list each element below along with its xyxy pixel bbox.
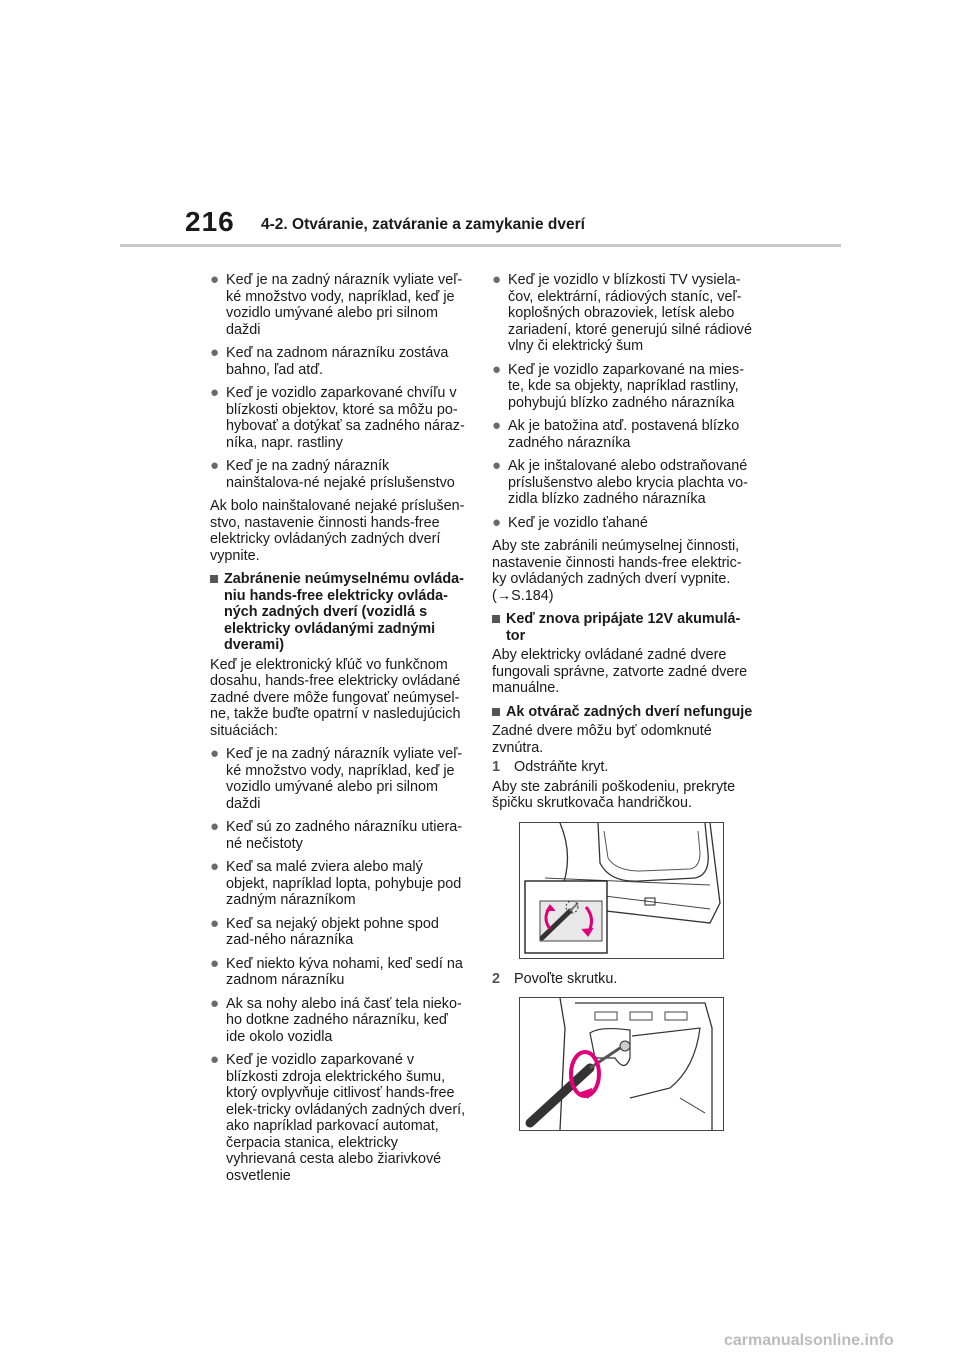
bullet-icon: ● [210,994,220,1012]
step-1: 1 Odstráňte kryt. [492,759,609,775]
subheading: Keď znova pripájate 12V akumulá-tor [492,611,754,644]
list-item: ● Keď je vozidlo v blízkosti TV vysiela-čov, elektrární, rádiových staníc, veľ-koplošných obrazoviek, letísk alebo zariadení, ktoré generujú silné rádiové vlny či elektrický šum [492,271,752,354]
subheading: Zabránenie neúmyselnému ovláda-niu hands-free elektricky ovláda-ných zadných dverí (vozidlá s elektricky ovládanými zadnými dverami) [210,571,468,654]
page-header [0,0,960,250]
bullet-icon: ● [210,745,220,762]
list-item: ● Ak je inštalované alebo odstraňované príslušenstvo alebo krycia plachta vo-zidla blízko zadného nárazníka [492,457,748,507]
right-column [492,272,754,1143]
list-item: ● Keď na zadnom nárazníku zostáva bahno, ľad atď. [210,344,449,378]
list-item: ● Keď je vozidlo ťahané [492,513,648,531]
list-item: ● Ak je batožina atď. postavená blízko zadného nárazníka [492,417,740,451]
paragraph: Keď je elektronický kľúč vo funkčnom dosahu, hands-free elektricky ovládané zadné dvere môže fungovať neúmysel-ne, takže buďte opatrní v nasledujúcich situáciách: [210,656,461,739]
list-item: ● Keď je na zadný nárazník vyliate veľ-ké množstvo vody, napríklad, keď je vozidlo umývané alebo pri silnom daždi [210,271,463,338]
screw-loosen-illustration [519,997,724,1131]
square-bullet-icon [210,575,218,583]
bullet-icon: ● [210,271,220,288]
bullet-icon: ● [492,360,502,378]
page-number: 216 [185,206,235,237]
page-reference-link[interactable]: (→S.184) [492,587,554,604]
bullet-icon: ● [210,1051,220,1068]
left-column [210,272,468,1191]
list-item: ● Keď je na zadný nárazník vyliate veľ-ké množstvo vody, napríklad, keď je vozidlo umývané alebo pri silnom daždi [210,745,463,812]
bullet-icon: ● [492,457,502,474]
bullet-icon: ● [210,457,220,474]
section-title: 4-2. Otváranie, zatváranie a zamykanie dverí [261,216,585,233]
list-item: ● Keď sa malé zviera alebo malý objekt, napríklad lopta, pohybuje pod zadným nárazníkom [210,858,462,908]
paragraph: Aby elektricky ovládané zadné dvere fungovali správne, zatvorte zadné dvere manuálne. [492,647,748,696]
list-item: ● Keď niekto kýva nohami, keď sedí na zadnom nárazníku [210,954,463,988]
bullet-icon: ● [210,954,220,972]
bullet-icon: ● [492,417,502,434]
bullet-icon: ● [210,344,220,361]
list-item: ● Keď je vozidlo zaparkované chvíľu v blízkosti objektov, ktoré sa môžu po-hybovať a dotýkať sa zadného náraz-níka, napr. rastliny [210,384,465,451]
list-item: ● Keď je na zadný nárazník nainštalova-né nejaké príslušenstvo [210,457,455,491]
list-item: ● Keď je vozidlo zaparkované v blízkosti zdroja elektrického šumu, ktorý ovplyvňuje citlivosť hands-free elek-tricky ovládaných zadných dverí, ako napríklad parkovací automat, čerpacia stanica, elektricky vyhrievaná cesta alebo žiarivkové osvetlenie [210,1051,466,1184]
list-item: ● Keď je vozidlo zaparkované na mies-te, kde sa objekty, napríklad rastliny, pohybujú blízko zadného nárazníka [492,360,745,411]
subheading: Ak otvárač zadných dverí nefunguje [492,704,754,721]
paragraph: Ak bolo nainštalované nejaké príslušen-stvo, nastavenie činnosti hands-free elektricky ovládaných zadných dverí vypnite. [210,498,465,564]
screw-loosen-drawing [520,998,723,1130]
bullet-icon: ● [210,858,220,875]
square-bullet-icon [492,708,500,716]
tailgate-cover-drawing [520,823,723,958]
bullet-icon: ● [210,914,220,932]
bullet-icon: ● [492,271,502,288]
step-2: 2 Povoľte skrutku. [492,970,618,987]
bullet-icon: ● [492,513,502,531]
list-item: ● Ak sa nohy alebo iná časť tela nieko-ho dotkne zadného nárazníku, keď ide okolo vozidla [210,994,462,1045]
tailgate-cover-illustration [519,822,724,959]
paragraph: Aby ste zabránili neúmyselnej činnosti, nastavenie činnosti hands-free elektric-ky ovládaných zadných dverí vypnite. [492,538,742,587]
paragraph: Aby ste zabránili poškodeniu, prekryte špičku skrutkovača handričkou. [492,778,736,811]
bullet-icon: ● [210,384,220,401]
header-divider [120,244,841,247]
bullet-icon: ● [210,818,220,835]
watermark: carmanualsonline.info [724,1332,894,1349]
list-item: ● Keď sa nejaký objekt pohne spod zad-ného nárazníka [210,914,439,948]
paragraph: Zadné dvere môžu byť odomknuté zvnútra. [492,723,712,756]
list-item: ● Keď sú zo zadného nárazníku utiera-né nečistoty [210,818,463,852]
square-bullet-icon [492,615,500,623]
